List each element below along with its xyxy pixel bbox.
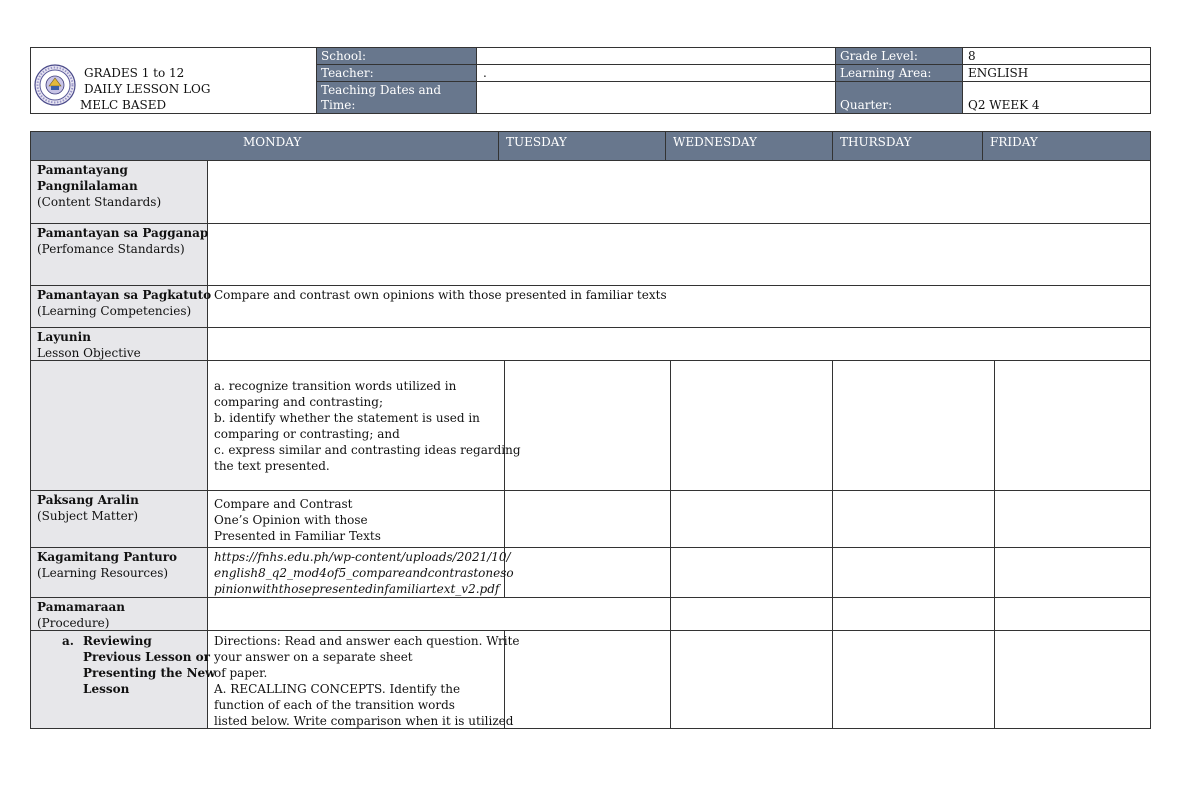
reviewing-label-line: Lesson: [83, 682, 130, 696]
objective-line: b. identify whether the statement is used in: [214, 411, 480, 425]
objective-subtitle: Lesson Objective: [37, 346, 141, 360]
quarter-label: Quarter:: [840, 98, 893, 112]
performance-standards-title: Pamantayan sa Pagganap: [37, 226, 209, 240]
procedure-title: Pamamaraan: [37, 600, 126, 614]
resources-link-line[interactable]: pinionwiththosepresentedinfamiliartext_v2.pdf: [214, 582, 500, 596]
content-standards-subtitle: (Content Standards): [37, 195, 162, 209]
day-header-friday: FRIDAY: [990, 135, 1038, 149]
reviewing-marker: a.: [62, 634, 74, 648]
objective-line: a. recognize transition words utilized in: [214, 379, 457, 393]
reviewing-content: [214, 633, 520, 729]
procedure-subtitle: (Procedure): [37, 616, 110, 630]
teacher-value: .: [483, 66, 487, 80]
header-title: [80, 65, 211, 113]
day-header-thursday: THURSDAY: [840, 135, 912, 149]
objective-line: the text presented.: [214, 459, 330, 473]
objectives-list: [214, 378, 521, 474]
resources-subtitle: (Learning Resources): [37, 566, 169, 580]
dates-label-line-1: Teaching Dates and: [321, 83, 442, 97]
subject-matter-title: Paksang Aralin: [37, 493, 139, 507]
subject-matter-line: Presented in Familiar Texts: [214, 529, 381, 543]
objective-label: [37, 329, 141, 361]
reviewing-label-line: Previous Lesson or: [83, 650, 210, 664]
objective-line: comparing and contrasting;: [214, 395, 383, 409]
day-header-monday: MONDAY: [243, 135, 302, 149]
reviewing-content-line: Directions: Read and answer each question. Write: [214, 634, 520, 648]
objective-line: comparing or contrasting; and: [214, 427, 400, 441]
subject-matter-label: [37, 492, 139, 524]
grade-level-label: Grade Level:: [840, 49, 918, 63]
subject-matter-value: [214, 496, 381, 544]
reviewing-label-line: Presenting the New: [83, 666, 216, 680]
objective-line: c. express similar and contrasting ideas regarding: [214, 443, 521, 457]
deped-seal-icon: [34, 64, 76, 106]
reviewing-content-line: function of each of the transition words: [214, 698, 455, 712]
objective-title: Layunin: [37, 330, 91, 344]
subject-matter-line: Compare and Contrast: [214, 497, 353, 511]
teacher-label: Teacher:: [321, 66, 374, 80]
content-standards-title-2: Pangnilalaman: [37, 179, 138, 193]
content-standards-title-1: Pamantayang: [37, 163, 128, 177]
reviewing-label-line: Reviewing: [83, 634, 152, 648]
subject-matter-line: One’s Opinion with those: [214, 513, 368, 527]
performance-standards-label: [37, 225, 208, 257]
school-label: School:: [321, 49, 366, 63]
subject-matter-subtitle: (Subject Matter): [37, 509, 139, 523]
learning-area-label: Learning Area:: [840, 66, 932, 80]
dates-label-line-2: Time:: [321, 98, 356, 112]
grade-level-value: 8: [968, 49, 976, 63]
reviewing-content-line: listed below. Write comparison when it is utilized: [214, 714, 514, 728]
learning-area-value: ENGLISH: [968, 66, 1029, 80]
day-header-wednesday: WEDNESDAY: [673, 135, 757, 149]
reviewing-label: [83, 633, 216, 697]
learning-competencies-subtitle: (Learning Competencies): [37, 304, 192, 318]
reviewing-content-line: A. RECALLING CONCEPTS. Identify the: [214, 682, 461, 696]
resources-title: Kagamitang Panturo: [37, 550, 178, 564]
header-title-line-3: MELC BASED: [80, 98, 167, 112]
quarter-value: Q2 WEEK 4: [968, 98, 1040, 112]
header-title-line-2: DAILY LESSON LOG: [84, 82, 211, 96]
learning-competencies-title: Pamantayan sa Pagkatuto: [37, 288, 212, 302]
reviewing-content-line: of paper.: [214, 666, 268, 680]
learning-competencies-label: [37, 287, 211, 319]
day-header-tuesday: TUESDAY: [506, 135, 567, 149]
reviewing-content-line: your answer on a separate sheet: [214, 650, 413, 664]
learning-competencies-value: Compare and contrast own opinions with those presented in familiar texts: [214, 288, 667, 302]
content-standards-label: [37, 162, 161, 210]
performance-standards-subtitle: (Perfomance Standards): [37, 242, 185, 256]
resources-label: [37, 549, 177, 581]
resources-link-line[interactable]: english8_q2_mod4of5_compareandcontrastoneso: [214, 566, 514, 580]
resources-link[interactable]: [214, 549, 514, 597]
header-title-line-1: GRADES 1 to 12: [84, 66, 185, 80]
resources-link-line[interactable]: https://fnhs.edu.ph/wp-content/uploads/2021/10/: [214, 550, 511, 564]
procedure-label: [37, 599, 125, 631]
